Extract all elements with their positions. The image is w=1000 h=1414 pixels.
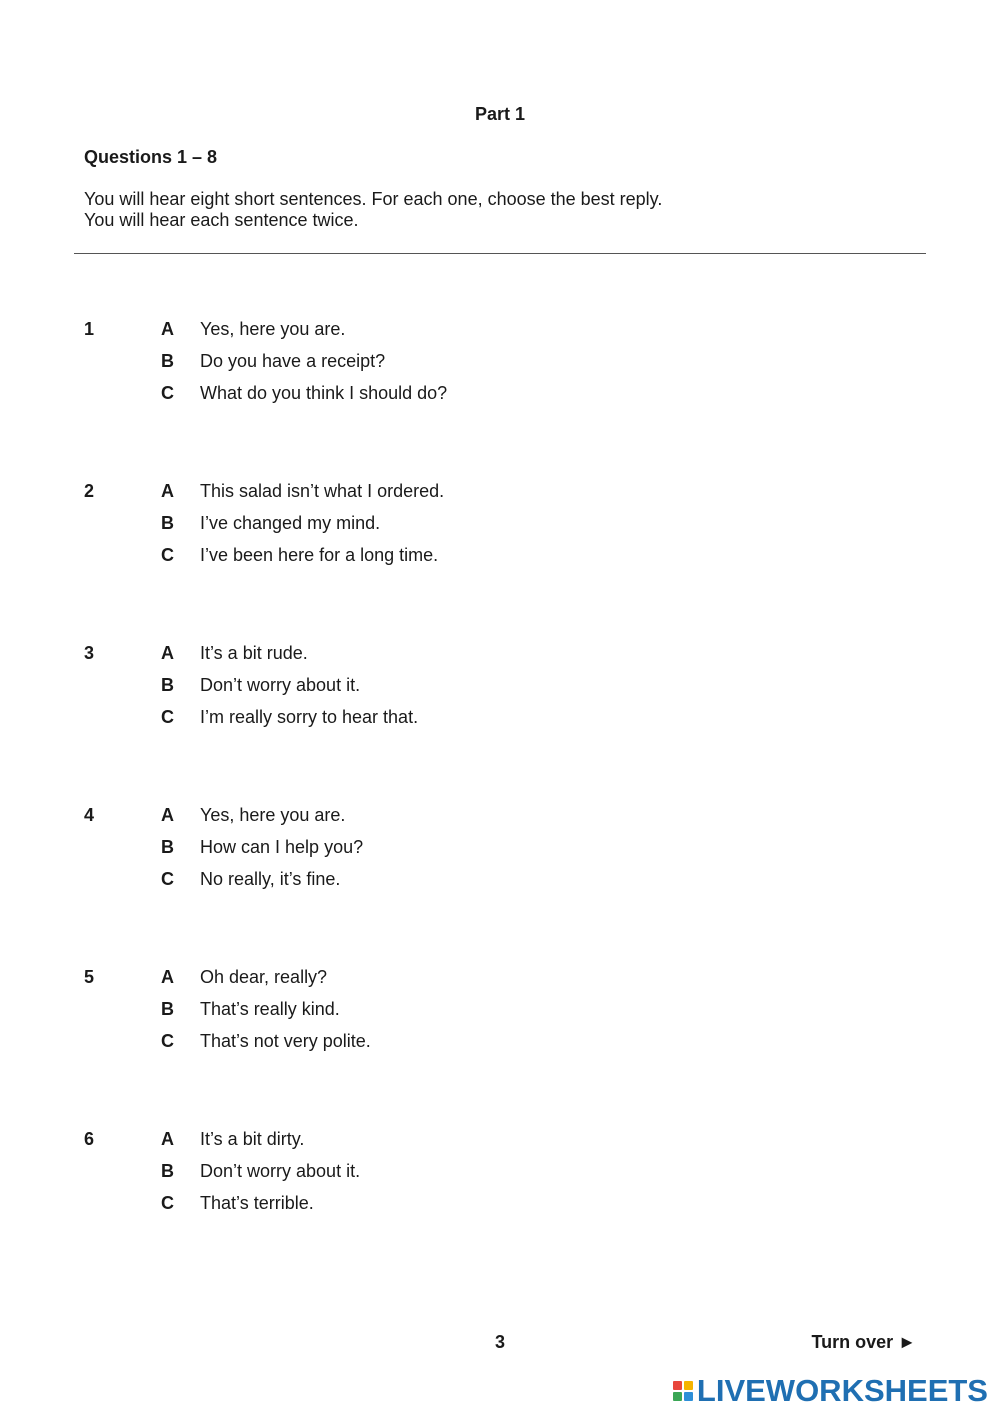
answer-option[interactable] (0, 967, 1000, 991)
option-text: I’ve been here for a long time. (200, 545, 439, 565)
option-letter: A (161, 643, 174, 663)
page-number: 3 (494, 1332, 505, 1352)
answer-option[interactable] (0, 675, 1000, 699)
answer-option[interactable] (0, 837, 1000, 861)
answer-option[interactable] (0, 1193, 1000, 1217)
option-letter: B (161, 999, 174, 1019)
option-letter: C (161, 383, 174, 403)
logo-square (673, 1381, 682, 1390)
answer-option[interactable] (0, 707, 1000, 731)
option-text: That’s really kind. (200, 999, 340, 1019)
answer-option[interactable] (0, 481, 1000, 505)
instruction-line: You will hear eight short sentences. For each one, choose the best reply. (84, 189, 663, 209)
option-text: No really, it’s fine. (200, 869, 341, 889)
liveworksheets-logo (673, 1374, 988, 1408)
answer-option[interactable] (0, 1031, 1000, 1055)
option-letter: A (161, 1129, 174, 1149)
answer-option[interactable] (0, 805, 1000, 829)
question-6 (0, 1129, 1000, 1229)
part-title: Part 1 (474, 104, 526, 124)
question-3 (0, 643, 1000, 743)
option-text: It’s a bit dirty. (200, 1129, 305, 1149)
turn-over-label: Turn over ► (811, 1332, 916, 1352)
question-1 (0, 319, 1000, 419)
option-text: Yes, here you are. (200, 805, 346, 825)
option-text: Yes, here you are. (200, 319, 346, 339)
question-number: 5 (84, 967, 95, 987)
question-5 (0, 967, 1000, 1067)
option-letter: B (161, 351, 174, 371)
option-text: Don’t worry about it. (200, 1161, 361, 1181)
answer-option[interactable] (0, 1161, 1000, 1185)
logo-text: LIVEWORKSHEETS (696, 1373, 988, 1408)
option-letter: A (161, 967, 174, 987)
option-letter: B (161, 837, 174, 857)
option-letter: C (161, 869, 174, 889)
option-letter: B (161, 513, 174, 533)
question-4 (0, 805, 1000, 905)
option-letter: C (161, 1193, 174, 1213)
instructions (84, 189, 662, 231)
questions-range-heading: Questions 1 – 8 (84, 147, 218, 167)
answer-option[interactable] (0, 383, 1000, 407)
option-letter: A (161, 481, 174, 501)
logo-square (684, 1381, 693, 1390)
divider (74, 253, 926, 254)
answer-option[interactable] (0, 319, 1000, 343)
option-text: I’m really sorry to hear that. (200, 707, 419, 727)
option-letter: B (161, 675, 174, 695)
option-text: What do you think I should do? (200, 383, 448, 403)
option-text: That’s terrible. (200, 1193, 314, 1213)
option-text: This salad isn’t what I ordered. (200, 481, 445, 501)
option-text: Don’t worry about it. (200, 675, 361, 695)
option-text: How can I help you? (200, 837, 364, 857)
answer-option[interactable] (0, 351, 1000, 375)
option-letter: A (161, 805, 174, 825)
question-number: 2 (84, 481, 95, 501)
option-text: I’ve changed my mind. (200, 513, 381, 533)
option-text: Oh dear, really? (200, 967, 328, 987)
question-number: 3 (84, 643, 95, 663)
option-letter: C (161, 1031, 174, 1051)
answer-option[interactable] (0, 1129, 1000, 1153)
instruction-line: You will hear each sentence twice. (84, 210, 359, 230)
answer-option[interactable] (0, 869, 1000, 893)
option-text: Do you have a receipt? (200, 351, 386, 371)
question-number: 6 (84, 1129, 95, 1149)
option-letter: B (161, 1161, 174, 1181)
logo-square (684, 1392, 693, 1401)
answer-option[interactable] (0, 513, 1000, 537)
option-text: That’s not very polite. (200, 1031, 371, 1051)
answer-option[interactable] (0, 545, 1000, 569)
logo-grid-icon (673, 1381, 693, 1401)
option-text: It’s a bit rude. (200, 643, 308, 663)
question-number: 4 (84, 805, 95, 825)
question-2 (0, 481, 1000, 581)
question-number: 1 (84, 319, 95, 339)
answer-option[interactable] (0, 999, 1000, 1023)
option-letter: A (161, 319, 174, 339)
option-letter: C (161, 545, 174, 565)
answer-option[interactable] (0, 643, 1000, 667)
logo-square (673, 1392, 682, 1401)
option-letter: C (161, 707, 174, 727)
